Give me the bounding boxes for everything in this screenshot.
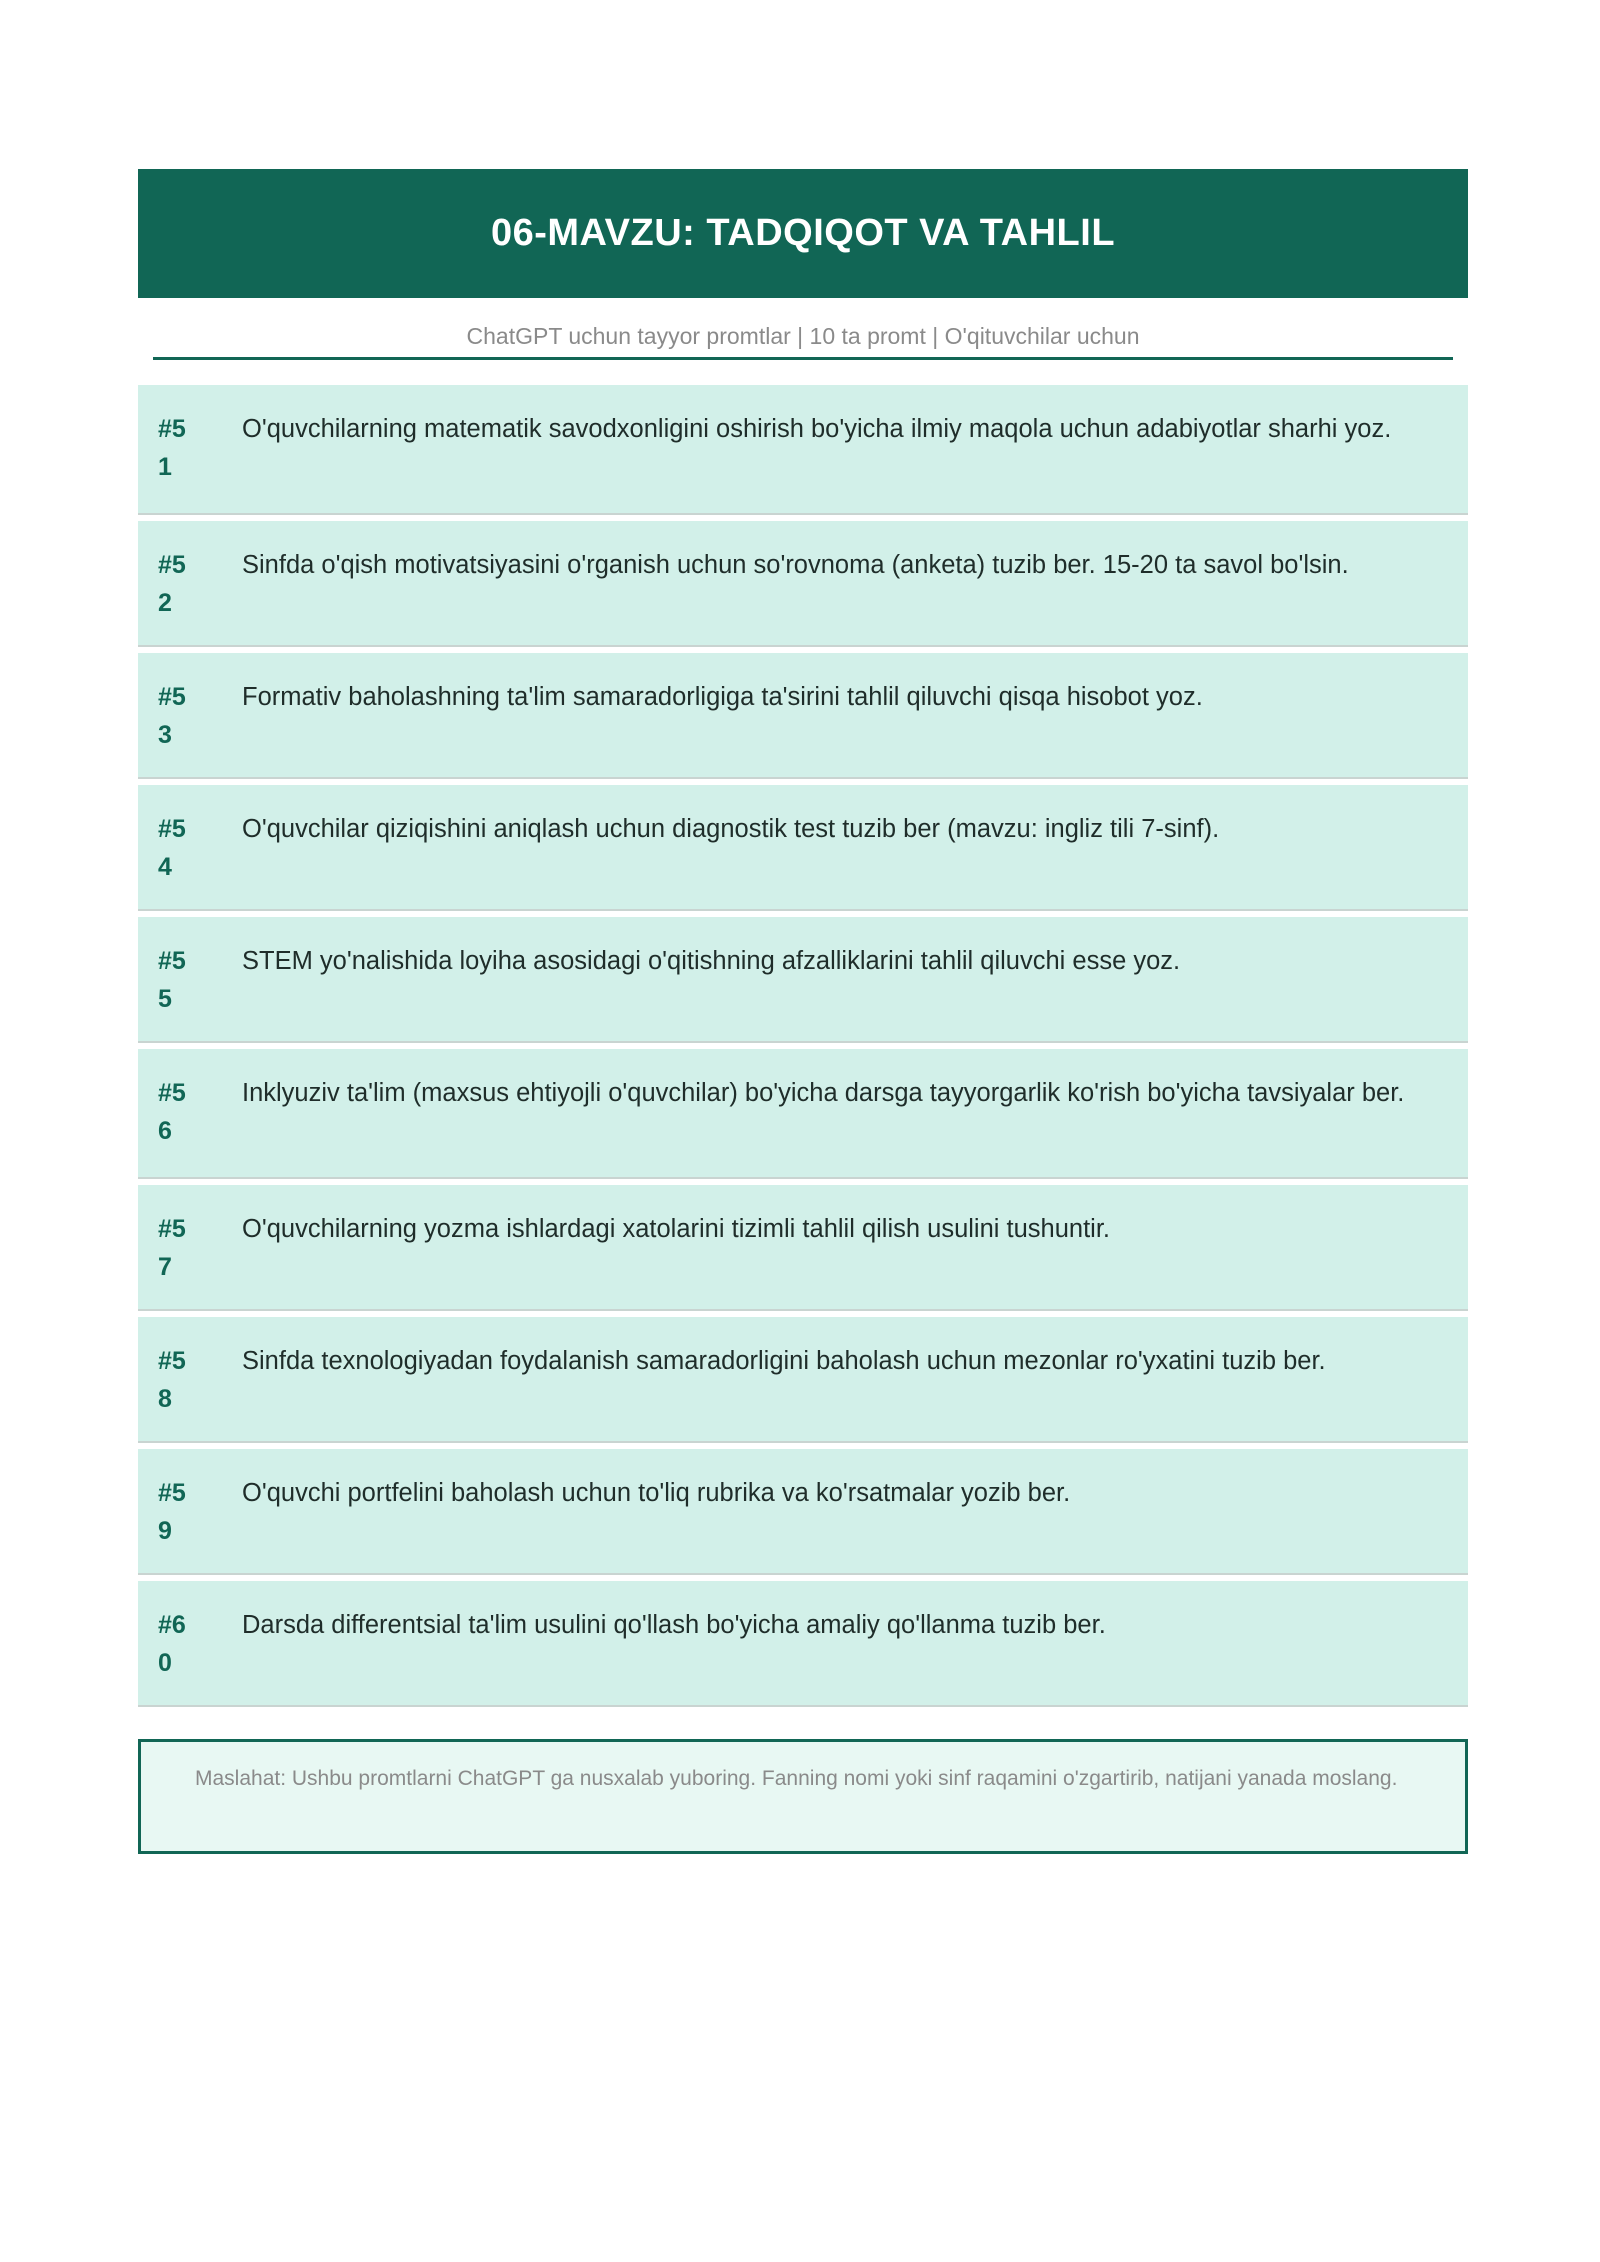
prompt-number-line: 0: [158, 1649, 172, 1677]
prompt-text: Inklyuziv ta'lim (maxsus ehtiyojli o'quvchilar) bo'yicha darsga tayyorgarlik ko'rish bo'yicha tavsiyalar ber.: [242, 1079, 1405, 1107]
prompt-item: [138, 785, 1468, 911]
prompt-item: [138, 917, 1468, 1043]
title-banner: [138, 169, 1468, 298]
prompt-item: [138, 1581, 1468, 1707]
prompt-list: [138, 385, 1468, 1707]
prompt-number-line: 3: [158, 721, 172, 749]
prompt-number-line: 2: [158, 589, 172, 617]
prompt-number: [138, 1210, 242, 1309]
document-page: [138, 169, 1468, 1854]
prompt-number-line: 1: [158, 453, 172, 481]
prompt-number-line: 9: [158, 1517, 172, 1545]
prompt-number: [138, 1074, 242, 1177]
prompt-number: [138, 810, 242, 909]
prompt-number: [138, 1342, 242, 1441]
prompt-number-line: 6: [158, 1117, 172, 1145]
prompt-text: STEM yo'nalishida loyiha asosidagi o'qitishning afzalliklarini tahlil qiluvchi esse yoz.: [242, 947, 1181, 975]
prompt-number-line: 8: [158, 1385, 172, 1413]
prompt-number-line: #5: [158, 551, 186, 579]
prompt-text: O'quvchi portfelini baholash uchun to'liq rubrika va ko'rsatmalar yozib ber.: [242, 1479, 1071, 1507]
prompt-number: [138, 546, 242, 645]
prompt-number-line: #5: [158, 1079, 186, 1107]
prompt-text: O'quvchilar qiziqishini aniqlash uchun diagnostik test tuzib ber (mavzu: ingliz tili 7-sinf).: [242, 815, 1220, 843]
prompt-number-line: #5: [158, 815, 186, 843]
tip-box: [138, 1739, 1468, 1854]
prompt-number: [138, 410, 242, 513]
prompt-number-line: 5: [158, 985, 172, 1013]
prompt-item: [138, 1185, 1468, 1311]
prompt-text: Sinfda o'qish motivatsiyasini o'rganish uchun so'rovnoma (anketa) tuzib ber. 15-20 ta savol bo'lsin.: [242, 551, 1349, 579]
prompt-number: [138, 1474, 242, 1573]
tip-text: Maslahat: Ushbu promtlarni ChatGPT ga nusxalab yuboring. Fanning nomi yoki sinf raqamini o'zgartirib, natijani yanada moslang.: [195, 1767, 1398, 1790]
prompt-text: Sinfda texnologiyadan foydalanish samaradorligini baholash uchun mezonlar ro'yxatini tuzib ber.: [242, 1347, 1326, 1375]
prompt-number-line: 4: [158, 853, 172, 881]
prompt-number-line: #5: [158, 683, 186, 711]
subtitle-block: [153, 298, 1453, 360]
prompt-text: Darsda differentsial ta'lim usulini qo'llash bo'yicha amaliy qo'llanma tuzib ber.: [242, 1611, 1106, 1639]
prompt-text: O'quvchilarning matematik savodxonligini oshirish bo'yicha ilmiy maqola uchun adabiyotlar sharhi yoz.: [242, 415, 1392, 443]
prompt-text: O'quvchilarning yozma ishlardagi xatolarini tizimli tahlil qilish usulini tushuntir.: [242, 1215, 1111, 1243]
prompt-number-line: #6: [158, 1611, 186, 1639]
prompt-number-line: #5: [158, 1347, 186, 1375]
prompt-number: [138, 678, 242, 777]
prompt-number-line: #5: [158, 1215, 186, 1243]
prompt-number-line: #5: [158, 947, 186, 975]
prompt-number-line: #5: [158, 1479, 186, 1507]
prompt-item: [138, 521, 1468, 647]
prompt-item: [138, 1049, 1468, 1179]
prompt-item: [138, 1317, 1468, 1443]
prompt-item: [138, 653, 1468, 779]
prompt-number: [138, 1606, 242, 1705]
prompt-number-line: #5: [158, 415, 186, 443]
prompt-item: [138, 385, 1468, 515]
prompt-number-line: 7: [158, 1253, 172, 1281]
prompt-item: [138, 1449, 1468, 1575]
page-subtitle: ChatGPT uchun tayyor promtlar | 10 ta promt | O'qituvchilar uchun: [466, 323, 1140, 349]
page-title: 06-MAVZU: TADQIQOT VA TAHLIL: [490, 212, 1116, 254]
prompt-number: [138, 942, 242, 1041]
prompt-text: Formativ baholashning ta'lim samaradorligiga ta'sirini tahlil qiluvchi qisqa hisobot yoz.: [242, 683, 1203, 711]
